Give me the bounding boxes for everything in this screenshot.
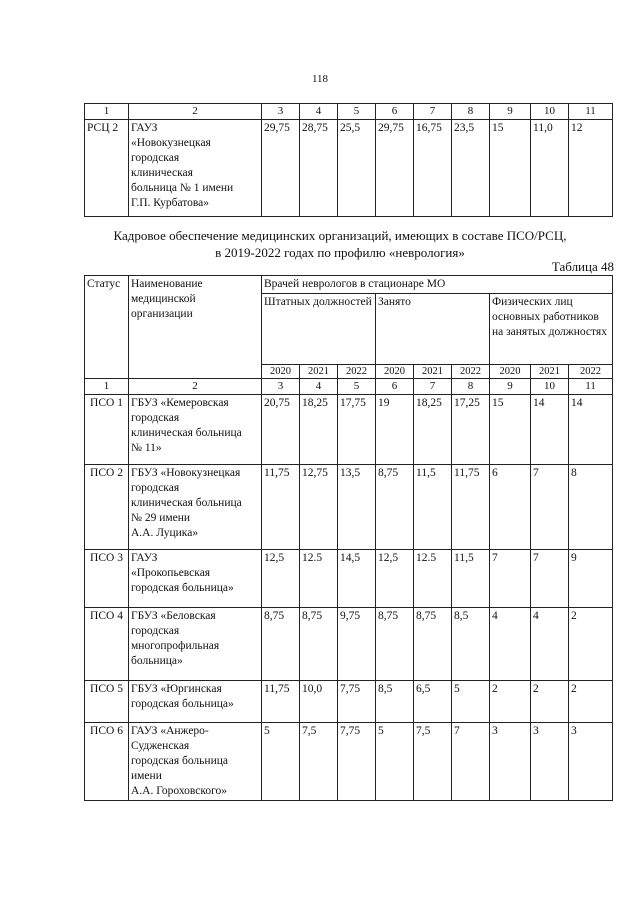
year-header: 2022 <box>452 365 490 379</box>
row-organization-name <box>129 550 262 608</box>
column-number: 4 <box>300 104 338 120</box>
header-group-title: Врачей неврологов в стационаре МО <box>262 276 613 294</box>
row-value: 8 <box>569 465 613 550</box>
column-number: 10 <box>531 379 569 395</box>
table-row <box>85 395 613 465</box>
row-value: 5 <box>376 723 414 801</box>
column-number-row <box>85 104 613 120</box>
cell-line: А.А. Луцика» <box>131 527 199 539</box>
header-occupied: Занято <box>376 294 490 365</box>
cell-line: городская <box>131 152 180 164</box>
row-value: 8,5 <box>376 681 414 723</box>
row-status: ПСО 3 <box>85 550 129 608</box>
caption-line: Кадровое обеспечение медицинских организаций, имеющих в составе ПСО/РСЦ, <box>113 228 567 243</box>
row-value: 2 <box>569 608 613 681</box>
row-value: 14 <box>531 395 569 465</box>
column-number: 5 <box>338 104 376 120</box>
row-value: 8,5 <box>452 608 490 681</box>
row-status: РСЦ 2 <box>85 120 129 217</box>
row-value: 18,25 <box>414 395 452 465</box>
row-value: 8,75 <box>376 465 414 550</box>
header-physical-persons: Физических лиц основных работников на занятых должностях <box>490 294 613 365</box>
row-value: 14,5 <box>338 550 376 608</box>
cell-line: Г.П. Курбатова» <box>131 197 210 209</box>
year-header: 2021 <box>414 365 452 379</box>
row-value: 7,5 <box>414 723 452 801</box>
year-header: 2020 <box>490 365 531 379</box>
row-value: 12,5 <box>262 550 300 608</box>
column-number: 10 <box>531 104 569 120</box>
cell-line: ГАУЗ <box>131 552 158 564</box>
cell-line: клиническая <box>131 167 193 179</box>
row-value: 19 <box>376 395 414 465</box>
row-value: 9,75 <box>338 608 376 681</box>
row-value: 15 <box>490 120 531 217</box>
year-header: 2020 <box>262 365 300 379</box>
row-value: 6 <box>490 465 531 550</box>
column-number: 1 <box>85 104 129 120</box>
row-organization-name <box>129 120 262 217</box>
cell-line: ГБУЗ «Юргинская <box>131 683 222 695</box>
cell-line: ГАУЗ «Анжеро- <box>131 725 209 737</box>
row-value: 9 <box>569 550 613 608</box>
cell-line: А.А. Гороховского» <box>131 785 228 797</box>
row-status: ПСО 1 <box>85 395 129 465</box>
row-value: 11,0 <box>531 120 569 217</box>
cell-line: имени <box>131 770 162 782</box>
row-value: 6,5 <box>414 681 452 723</box>
row-value: 20,75 <box>262 395 300 465</box>
cell-line: Судженская <box>131 740 190 752</box>
row-status: ПСО 2 <box>85 465 129 550</box>
row-value: 7 <box>531 465 569 550</box>
column-number: 7 <box>414 104 452 120</box>
cell-line: «Прокопьевская <box>131 567 211 579</box>
row-value: 7 <box>490 550 531 608</box>
row-value: 2 <box>569 681 613 723</box>
row-value: 17,75 <box>338 395 376 465</box>
row-value: 8,75 <box>262 608 300 681</box>
continuation-table <box>84 103 613 217</box>
row-value: 7,5 <box>300 723 338 801</box>
cell-line: ГБУЗ «Беловская <box>131 610 216 622</box>
row-value: 11,75 <box>262 465 300 550</box>
cell-line: городская больница <box>131 755 228 767</box>
row-value: 4 <box>531 608 569 681</box>
row-organization-name <box>129 395 262 465</box>
row-value: 11,75 <box>452 465 490 550</box>
column-number: 8 <box>452 379 490 395</box>
row-value: 8,75 <box>300 608 338 681</box>
cell-line: клиническая больница <box>131 427 242 439</box>
row-status: ПСО 6 <box>85 723 129 801</box>
table-number-label: Таблица 48 <box>551 259 614 274</box>
year-header: 2021 <box>531 365 569 379</box>
row-value: 17,25 <box>452 395 490 465</box>
row-value: 7,75 <box>338 681 376 723</box>
table-caption <box>60 227 620 261</box>
row-value: 5 <box>262 723 300 801</box>
cell-line: городская <box>131 482 180 494</box>
cell-line: городская больница» <box>131 698 234 710</box>
header-organization-name: Наименование медицинской организации <box>129 276 262 379</box>
row-value: 14 <box>569 395 613 465</box>
cell-line: городская <box>131 625 180 637</box>
row-value: 11,75 <box>262 681 300 723</box>
row-value: 7 <box>531 550 569 608</box>
row-value: 3 <box>569 723 613 801</box>
row-value: 11,5 <box>414 465 452 550</box>
row-value: 15 <box>490 395 531 465</box>
table-row <box>85 550 613 608</box>
column-number: 9 <box>490 379 531 395</box>
cell-line: городская больница» <box>131 582 234 594</box>
year-header: 2022 <box>569 365 613 379</box>
column-number: 2 <box>129 379 262 395</box>
row-value: 10,0 <box>300 681 338 723</box>
row-value: 13,5 <box>338 465 376 550</box>
cell-line: больница» <box>131 655 183 667</box>
row-organization-name <box>129 465 262 550</box>
cell-line: «Новокузнецкая <box>131 137 211 149</box>
table-row <box>85 723 613 801</box>
row-value: 8,75 <box>376 608 414 681</box>
column-number: 1 <box>85 379 129 395</box>
row-value: 28,75 <box>300 120 338 217</box>
cell-line: ГБУЗ «Новокузнецкая <box>131 467 241 479</box>
row-organization-name <box>129 723 262 801</box>
column-number: 6 <box>376 104 414 120</box>
row-value: 23,5 <box>452 120 490 217</box>
year-header: 2021 <box>300 365 338 379</box>
row-value: 12 <box>569 120 613 217</box>
column-number: 9 <box>490 104 531 120</box>
row-status: ПСО 4 <box>85 608 129 681</box>
column-number: 3 <box>262 379 300 395</box>
column-number: 6 <box>376 379 414 395</box>
row-value: 2 <box>490 681 531 723</box>
row-value: 4 <box>490 608 531 681</box>
cell-line: городская <box>131 412 180 424</box>
row-value: 12,5 <box>376 550 414 608</box>
cell-line: № 11» <box>131 442 162 454</box>
column-number: 7 <box>414 379 452 395</box>
cell-line: № 29 имени <box>131 512 191 524</box>
column-number: 3 <box>262 104 300 120</box>
caption-line: в 2019-2022 годах по профилю «неврология» <box>215 245 465 260</box>
row-value: 12.5 <box>300 550 338 608</box>
column-number: 11 <box>569 104 613 120</box>
table-row <box>85 120 613 217</box>
row-value: 12,75 <box>300 465 338 550</box>
cell-line: клиническая больница <box>131 497 242 509</box>
row-organization-name <box>129 608 262 681</box>
row-organization-name <box>129 681 262 723</box>
row-value: 5 <box>452 681 490 723</box>
row-value: 29,75 <box>376 120 414 217</box>
row-value: 16,75 <box>414 120 452 217</box>
row-value: 2 <box>531 681 569 723</box>
row-value: 12.5 <box>414 550 452 608</box>
row-value: 25,5 <box>338 120 376 217</box>
column-number-row <box>85 379 613 395</box>
row-value: 8,75 <box>414 608 452 681</box>
cell-line: многопрофильная <box>131 640 220 652</box>
column-number: 11 <box>569 379 613 395</box>
cell-line: больница № 1 имени <box>131 182 234 194</box>
column-number: 8 <box>452 104 490 120</box>
row-value: 7,75 <box>338 723 376 801</box>
row-value: 7 <box>452 723 490 801</box>
year-header: 2022 <box>338 365 376 379</box>
header-staff-positions: Штатных должностей <box>262 294 376 365</box>
row-value: 3 <box>531 723 569 801</box>
row-value: 18,25 <box>300 395 338 465</box>
table-row <box>85 608 613 681</box>
table-row <box>85 465 613 550</box>
year-header: 2020 <box>376 365 414 379</box>
neurology-staffing-table <box>84 275 613 801</box>
cell-line: ГАУЗ <box>131 122 158 134</box>
row-value: 3 <box>490 723 531 801</box>
table-row <box>85 681 613 723</box>
column-number: 2 <box>129 104 262 120</box>
column-number: 4 <box>300 379 338 395</box>
cell-line: ГБУЗ «Кемеровская <box>131 397 229 409</box>
header-status: Статус <box>85 276 129 379</box>
page-number: 118 <box>311 73 329 85</box>
row-value: 29,75 <box>262 120 300 217</box>
column-number: 5 <box>338 379 376 395</box>
row-value: 11,5 <box>452 550 490 608</box>
row-status: ПСО 5 <box>85 681 129 723</box>
